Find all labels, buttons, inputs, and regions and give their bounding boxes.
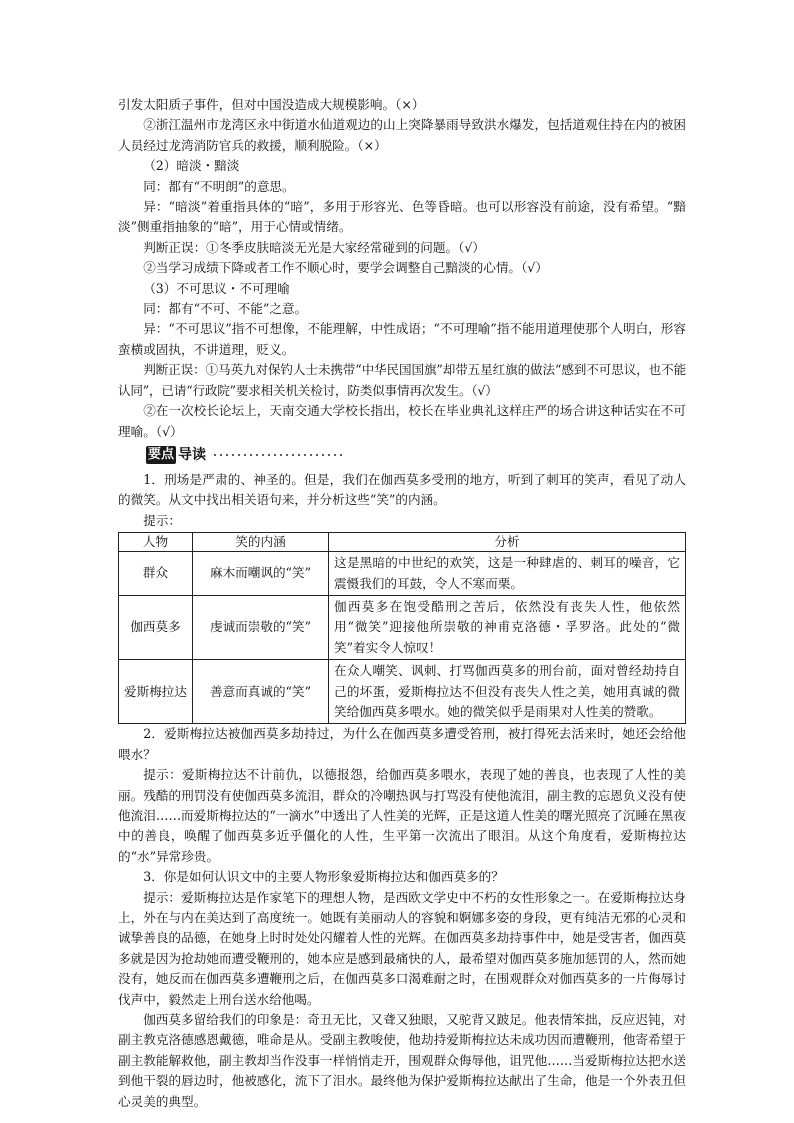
question-2: 2．爱斯梅拉达被伽西莫多劫持过，为什么在伽西莫多遭受笞刑，被打得死去活来时，她还会给他喂水？ [118, 726, 686, 762]
cell-meaning: 麻木而嘲讽的“笑” [193, 552, 329, 596]
cell-meaning: 虔诚而崇敬的“笑” [193, 595, 329, 659]
pair-heading-3: （3）不可思议・不可理喻 [143, 280, 290, 296]
cell-person: 群众 [119, 552, 193, 596]
header-person: 人物 [119, 533, 193, 552]
pair-heading-2: （2）暗淡・黯淡 [143, 158, 240, 174]
cell-analysis: 这是黑暗的中世纪的欢笑，这是一种肆虐的、刺耳的噪音，它震慑我们的耳鼓，令人不寒而栗。 [329, 552, 686, 596]
cell-meaning: 善意而真诚的“笑” [193, 660, 329, 724]
pair-judge1-3: 判断正误：①马英九对保钓人士未携带“中华民国国旗”却带五星红旗的做法“感到不可思议，也不能认同”，已请“行政院”要求相关机关检讨，防类似事情再次发生。（√） [118, 362, 686, 398]
cell-person: 伽西莫多 [119, 595, 193, 659]
table-row [119, 660, 686, 724]
hint-label: 提示： [143, 512, 181, 528]
answer-2: 提示：爱斯梅拉达不计前仇，以德报怨，给伽西莫多喂水，表现了她的善良，也表现了人性的美丽。残酷的刑罚没有使伽西莫多流泪，群众的冷嘲热讽与打骂没有使他流泪，副主教的忘恩负义没有使他流泪……而爱斯梅拉达的“一滴水”中透出了人性美的光辉，正是这道人性美的曙光照亮了沉睡在黑夜中的善良，唤醒了伽西莫多近乎僵化的人性，生平第一次流出了眼泪。从这个角度看，爱斯梅拉达的“水”异常珍贵。 [118, 767, 686, 864]
pair-diff-3: 异：“不可思议”指不可想像，不能理解，中性成语；“不可理喻”指不能用道理使那个人明白，形容蛮横或固执，不讲道理，贬义。 [118, 321, 686, 357]
question-1: 1．刑场是严肃的、神圣的。但是，我们在伽西莫多受刑的地方，听到了刺耳的笑声，看见了动人的微笑。从文中找出相关语句来，并分析这些“笑”的内涵。 [118, 471, 686, 508]
pair-same-3: 同：都有“不可、不能”之意。 [143, 301, 308, 317]
laugh-analysis-table [118, 532, 686, 724]
pair-judge2-2: ②当学习成绩下降或者工作不顺心时，要学会调整自己黯淡的心情。（√） [143, 260, 548, 276]
document-page [118, 95, 686, 1112]
header-analysis: 分析 [329, 533, 686, 552]
cell-analysis: 伽西莫多在饱受酷刑之苦后，依然没有丧失人性，他依然用“微笑”迎接他所崇敬的神甫克洛德・孚罗洛。此处的“微笑”着实令人惊叹！ [329, 595, 686, 659]
cell-analysis: 在众人嘲笑、讽刺、打骂伽西莫多的刑台前，面对曾经劫持自己的坏蛋，爱斯梅拉达不但没有丧失人性之美，她用真诚的微笑给伽西莫多喂水。她的微笑似乎是雨果对人性美的赞歌。 [329, 660, 686, 724]
dotted-divider [212, 452, 342, 458]
answer-3-part-2: 伽西莫多留给我们的印象是：奇丑无比，又聋又独眼，又驼背又跛足。他表情笨拙，反应迟钝，对副主教克洛德感恩戴德，唯命是从。受副主教唆使，他劫持爱斯梅拉达未成功因而遭鞭刑，他寄希望于副主教能解救他，副主教却当作没事一样悄悄走开，围观群众侮辱他，诅咒他……当爱斯梅拉达把水送到他干裂的唇边时，他被感化，流下了泪水。最终他为保护爱斯梅拉达献出了生命，他是一个外表丑但心灵美的典型。 [118, 1012, 686, 1109]
table-row [119, 552, 686, 596]
section-title: 导读 [178, 446, 207, 463]
pair-judge1-2: 判断正误：①冬季皮肤暗淡无光是大家经常碰到的问题。（√） [143, 239, 485, 255]
section-header [146, 444, 686, 466]
header-meaning: 笑的内涵 [193, 533, 329, 552]
cell-person: 爱斯梅拉达 [119, 660, 193, 724]
intro-item-2: ②浙江温州市龙湾区永中街道水仙道观边的山上突降暴雨导致洪水爆发，包括道观住持在内的被困人员经过龙湾消防官兵的救援，顺利脱险。（×） [118, 117, 686, 153]
pair-judge2-3: ②在一次校长论坛上，天南交通大学校长指出，校长在毕业典礼这样庄严的场合讲这种话实在不可理喻。（√） [118, 403, 686, 439]
table-row [119, 595, 686, 659]
question-3: 3．你是如何认识文中的主要人物形象爱斯梅拉达和伽西莫多的？ [143, 869, 504, 885]
intro-line: 引发太阳质子事件，但对中国没造成大规模影响。（×） [118, 97, 425, 112]
table-header-row [119, 533, 686, 552]
pair-diff-2: 异：“暗淡”着重指具体的“暗”，多用于形容光、色等昏暗。也可以形容没有前途，没有希望。“黯淡”侧重指抽象的“暗”，用于心情或情绪。 [118, 199, 686, 235]
pair-same-2: 同：都有“不明朗”的意思。 [143, 178, 295, 194]
answer-3-part-1: 提示：爱斯梅拉达是作家笔下的理想人物，是西欧文学史中不朽的女性形象之一。在爱斯梅拉达身上，外在与内在美达到了高度统一。她既有美丽动人的容貌和婀娜多姿的身段，更有纯洁无邪的心灵和诚挚善良的品德，在她身上时时处处闪耀着人性的光辉。在伽西莫多劫持事件中，她是受害者，伽西莫多就是因为抢劫她而遭受鞭刑的，她本应是感到最痛快的人，最希望对伽西莫多施加惩罚的人，然而她没有，她反而在伽西莫多遭鞭刑之后，在伽西莫多口渴难耐之时，在围观群众对伽西莫多的一片侮辱讨伐声中，毅然走上刑台送水给他喝。 [118, 889, 686, 1007]
section-badge: 要点 [148, 446, 175, 462]
